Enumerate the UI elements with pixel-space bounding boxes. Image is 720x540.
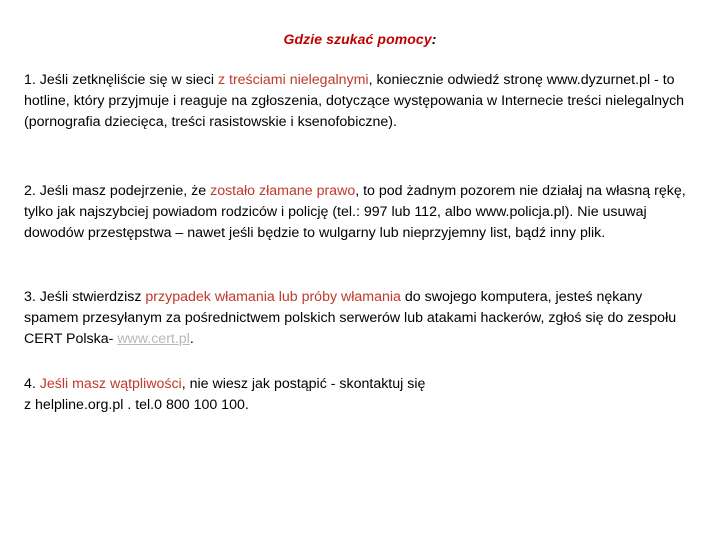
- p3-highlight: przypadek włamania lub próby włamania: [145, 289, 401, 305]
- title-colon: :: [431, 31, 437, 47]
- p2-highlight: zostało złamane prawo: [210, 183, 356, 199]
- p4-number: 4.: [24, 376, 40, 392]
- cert-link[interactable]: www.cert.pl: [117, 331, 190, 347]
- paragraph-2: [24, 181, 696, 244]
- paragraph-4: [24, 374, 696, 416]
- p3-text-c: .: [189, 331, 194, 347]
- p2-text-b: , to pod żadnym pozorem nie działaj na własną rękę, tylko jak najszybciej powiadom rodziców i policję (tel.: 997 lub 112, albo www.policja.pl). Nie usuwaj dowodów przestępstwa – nawet jeśli będzie to wulgarny lub nieprzyjemny list, bądź inny plik.: [24, 183, 686, 241]
- p4-highlight: Jeśli masz wątpliwości: [39, 376, 182, 392]
- p3-text-a: 3. Jeśli stwierdzisz: [24, 289, 146, 305]
- paragraph-3: [24, 287, 696, 350]
- page-title: [0, 31, 720, 47]
- p3-text-b: do swojego komputera, jesteś nękany spamem przesyłanym za pośrednictwem polskich serwerów lub atakami hackerów, zgłoś się do zespołu CERT Polska-: [24, 289, 677, 347]
- title-text: Gdzie szukać pomocy: [283, 31, 432, 47]
- p2-text-a: 2. Jeśli masz podejrzenie, że: [24, 183, 211, 199]
- p1-highlight: z treściami nielegalnymi: [217, 72, 369, 88]
- p4-text-b: , nie wiesz jak postąpić - skontaktuj się: [181, 376, 426, 392]
- p4-text-c: z helpline.org.pl . tel.0 800 100 100.: [24, 397, 249, 413]
- paragraph-1: [24, 70, 696, 133]
- p1-text-a: 1. Jeśli zetknęliście się w sieci: [24, 72, 218, 88]
- p1-text-b: , koniecznie odwiedź stronę www.dyzurnet.pl - to hotline, który przyjmuje i reaguje na zgłoszenia, dotyczące występowania w Internecie treści nielegalnych (pornografia dziecięca, treści rasistowskie i ksenofobiczne).: [24, 72, 685, 130]
